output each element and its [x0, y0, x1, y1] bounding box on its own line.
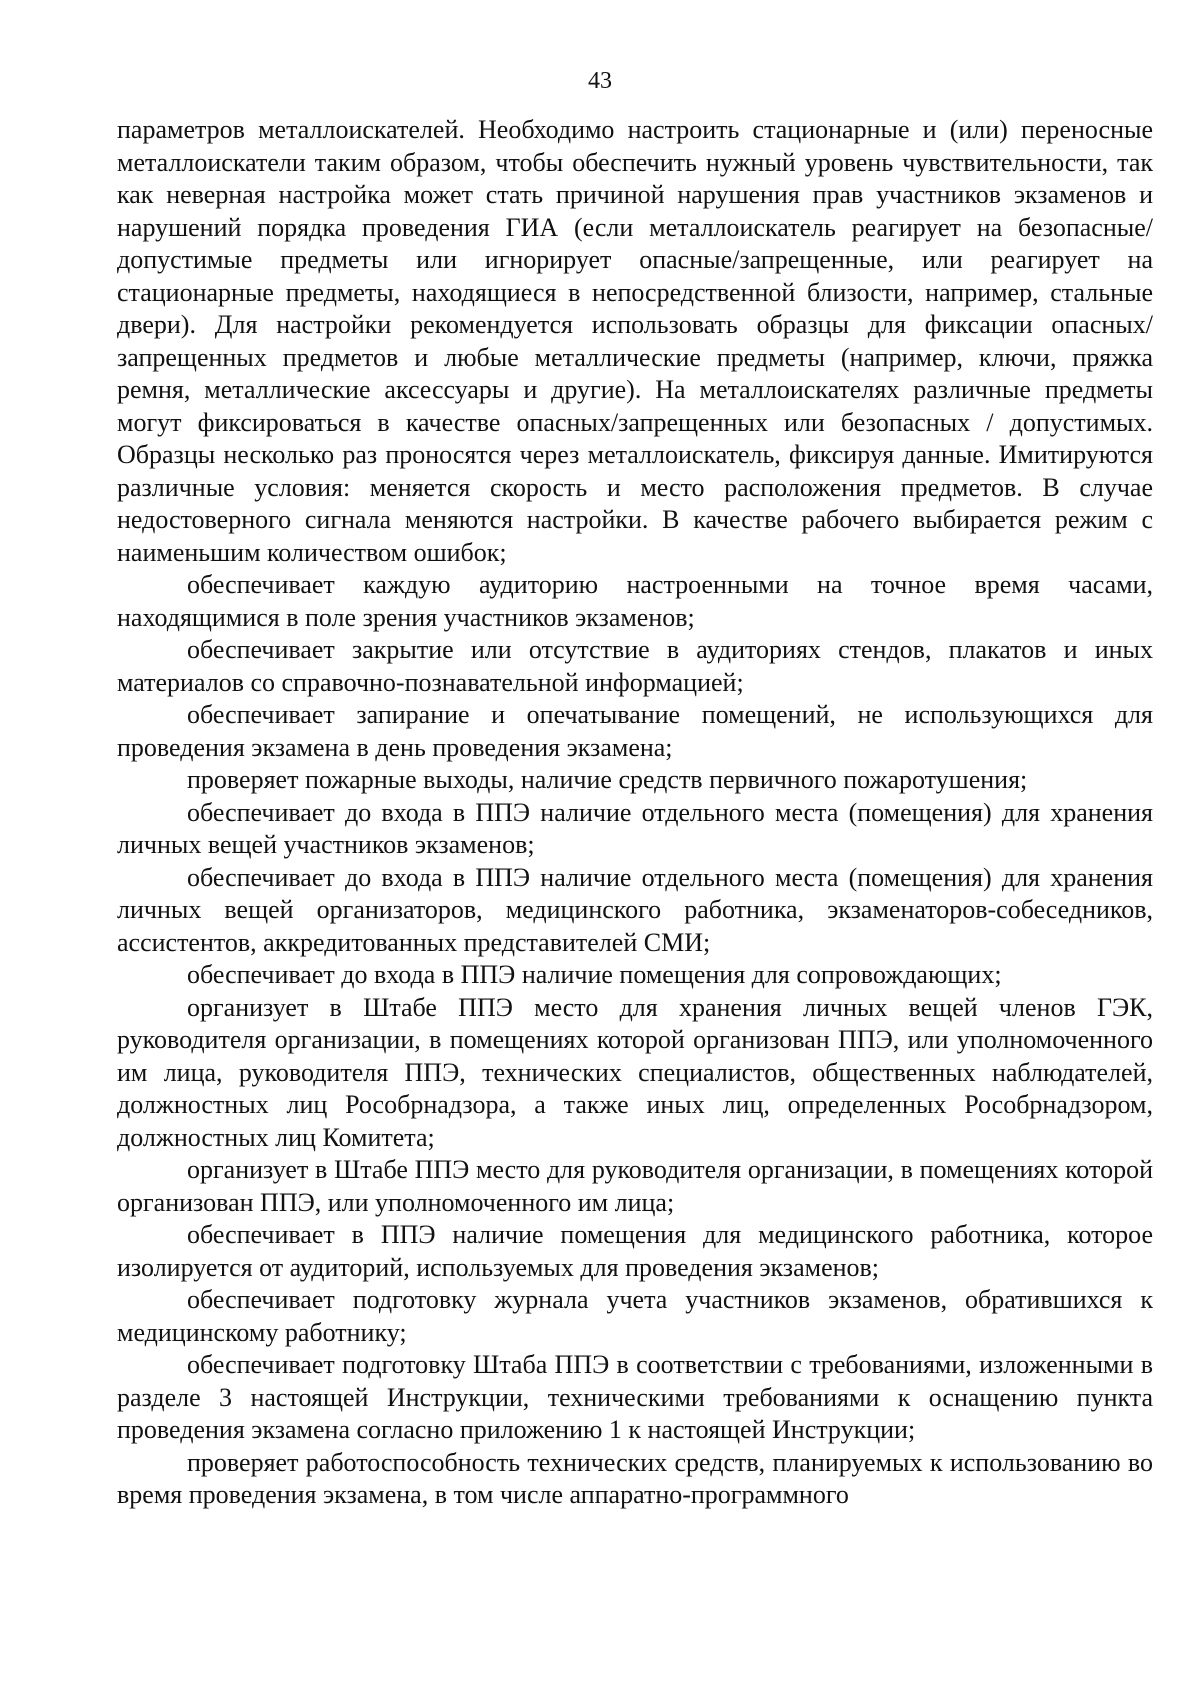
paragraph: организует в Штабе ППЭ место для руководителя организации, в помещениях которой организован ППЭ, или уполномоченного им лица; [117, 1155, 1153, 1217]
paragraph: параметров металлоискателей. Необходимо настроить стационарные и (или) переносные металлоискатели таким образом, чтобы обеспечить нужный уровень чувствительности, так как неверная настройка может стать причиной нарушения прав участников экзаменов и нарушений порядка проведения ГИА (если металлоискатель реагирует на безопасные/допустимые предметы или игнорирует опасные/запрещенные, или реагирует на стационарные предметы, находящиеся в непосредственной близости, например, стальные двери). Для настройки рекомендуется использовать образцы для фиксации опасных/запрещенных предметов и любые металлические предметы (например, ключи, пряжка ремня, металлические аксессуары и другие). На металлоискателях различные предметы могут фиксироваться в качестве опасных/запрещенных или безопасных / допустимых. Образцы несколько раз проносятся через металлоискатель, фиксируя данные. Имитируются различные условия: меняется скорость и место расположения предметов. В случае недостоверного сигнала меняются настройки. В качестве рабочего выбирается режим с наименьшим количеством ошибок; [117, 115, 1153, 567]
paragraph: проверяет работоспособность технических средств, планируемых к использованию во время проведения экзамена, в том числе аппаратно-программного [117, 1447, 1153, 1509]
paragraph: обеспечивает каждую аудиторию настроенными на точное время часами, находящимися в поле зрения участников экзаменов; [117, 570, 1153, 632]
body-text [117, 114, 1153, 1512]
paragraph: обеспечивает запирание и опечатывание помещений, не использующихся для проведения экзамена в день проведения экзамена; [117, 700, 1153, 762]
paragraph: обеспечивает в ППЭ наличие помещения для медицинского работника, которое изолируется от аудиторий, используемых для проведения экзаменов; [117, 1220, 1153, 1282]
paragraph: организует в Штабе ППЭ место для хранения личных вещей членов ГЭК, руководителя организации, в помещениях которой организован ППЭ, или уполномоченного им лица, руководителя ППЭ, технических специалистов, общественных наблюдателей, должностных лиц Рособрнадзора, а также иных лиц, определенных Рособрнадзором, должностных лиц Комитета; [117, 992, 1153, 1152]
paragraph: обеспечивает закрытие или отсутствие в аудиториях стендов, плакатов и иных материалов со справочно-познавательной информацией; [117, 635, 1153, 697]
page-number: 43 [588, 68, 612, 94]
paragraph: обеспечивает до входа в ППЭ наличие отдельного места (помещения) для хранения личных вещей организаторов, медицинского работника, экзаменаторов-собеседников, ассистентов, аккредитованных представителей СМИ; [117, 862, 1153, 957]
paragraph: обеспечивает до входа в ППЭ наличие отдельного места (помещения) для хранения личных вещей участников экзаменов; [117, 797, 1153, 859]
paragraph: обеспечивает подготовку журнала учета участников экзаменов, обратившихся к медицинскому работнику; [117, 1285, 1153, 1347]
paragraph: обеспечивает подготовку Штаба ППЭ в соответствии с требованиями, изложенными в разделе 3 настоящей Инструкции, техническими требованиями к оснащению пункта проведения экзамена согласно приложению 1 к настоящей Инструкции; [117, 1350, 1153, 1444]
paragraph: обеспечивает до входа в ППЭ наличие помещения для сопровождающих; [187, 960, 1002, 989]
paragraph: проверяет пожарные выходы, наличие средств первичного пожаротушения; [187, 765, 1028, 794]
